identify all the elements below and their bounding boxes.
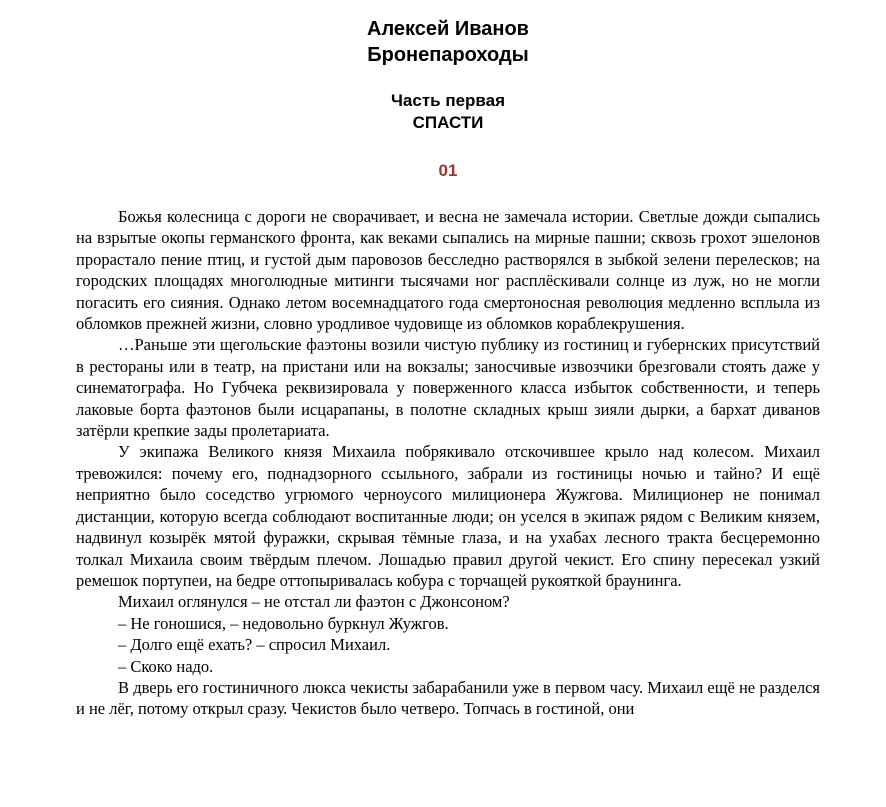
paragraph-dialogue: – Долго ещё ехать? – спросил Михаил. [118,635,391,655]
book-title: Бронепароходы [367,44,529,66]
paragraph: Божья колесница с дороги не сворачивает, и весна не замечала истории. Светлые дожди сыпались на взрытые окопы германского фронта, как веками сыпались на мирные пашни; сквозь грохот эшелонов прорастало пение птиц, и густой дым паровозов бесследно растворялся в зыбкой зелени перелесков; на городских площадях многолюдные митинги тысячами ног расплёскивали солнце из луж, но не могли погасить его сияния. Однако летом восемнадцатого года смертоносная революция медленно всплыла из обломков прежней жизни, словно уродливое чудовище из обломков кораблекрушения. [76,207,820,334]
chapter-number: 01 [438,161,458,180]
chapter-text [76,206,820,720]
book-author: Алексей Иванов [367,18,529,40]
paragraph-dialogue: – Не гоношися, – недовольно буркнул Жужгов. [118,613,449,633]
paragraph: …Раньше эти щегольские фаэтоны возили чистую публику из гостиниц и губернских присутствий в рестораны или в театр, на пристани или на вокзалы; заносчивые извозчики брезговали стоять даже у синематографа. Но Губчека реквизировала у поверженного класса избыток собственности, и теперь лаковые борта фаэтонов были исцарапаны, в полотне складных крыш зияли дырки, а бархат диванов затёрли крепкие зады пролетариата. [76,335,820,441]
paragraph: В дверь его гостиничного люкса чекисты забарабанили уже в первом часу. Михаил ещё не разделся и не лёг, потому открыл сразу. Чекистов было четверо. Топчась в гостиной, они [76,677,820,719]
part-title: СПАСТИ [412,113,484,132]
paragraph-dialogue: Михаил оглянулся – не отстал ли фаэтон с Джонсоном? [118,592,510,612]
paragraph-dialogue: – Скоко надо. [118,656,214,676]
part-heading: Часть первая [390,91,506,110]
paragraph: У экипажа Великого князя Михаила побрякивало отскочившее крыло над колесом. Михаил тревожился: почему его, поднадзорного ссыльного, забрали из гостиницы ночью и тайно? И ещё неприятно было соседство угрюмого черноусого милиционера Жужгова. Милиционер не понимал дистанции, которую всегда соблюдают воспитанные люди; он уселся в экипаж рядом с Великим князем, надвинул козырёк мятой фуражки, скрывая тёмные глаза, и на ухабах лесного тракта бесцеремонно толкал Михаила своим твёрдым плечом. Лошадью правил другой чекист. Его спину пересекал узкий ремешок портупеи, на бедре оттопыривалась кобура с торчащей рукояткой браунинга. [76,442,820,590]
